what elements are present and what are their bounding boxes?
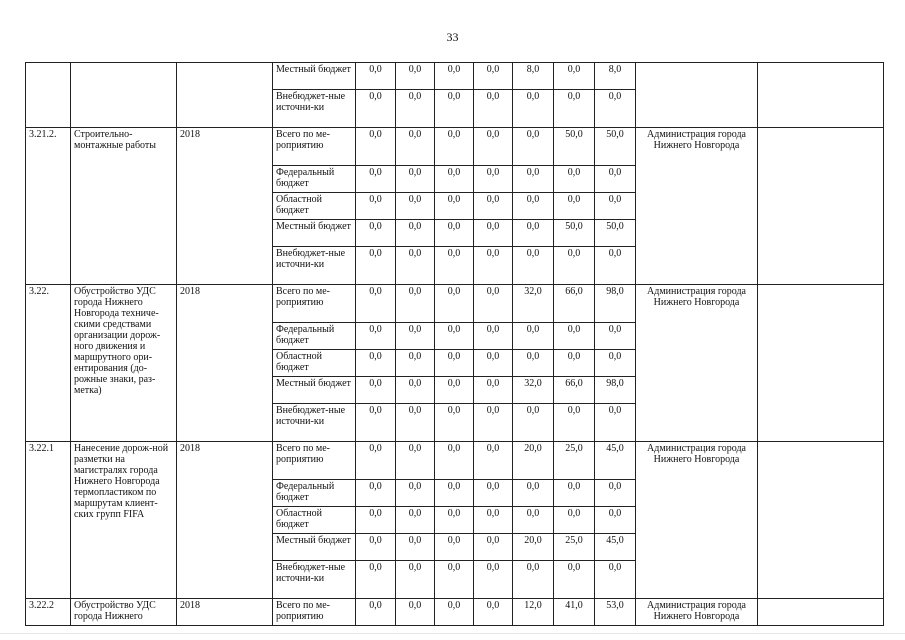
item-year: 2018 (177, 599, 273, 626)
amount-cell: 32,0 (513, 377, 554, 404)
amount-cell: 0,0 (435, 480, 474, 507)
amount-cell: 0,0 (435, 63, 474, 90)
amount-cell: 0,0 (554, 323, 595, 350)
amount-cell: 0,0 (595, 166, 636, 193)
item-name: Обустройство УДС города Нижнего Новгорода техниче-скими средствами организации дорож-ного движения и маршрутного ори-ентирования (до-рожные знаки, раз-метка) (71, 285, 177, 442)
extra-cell (758, 442, 884, 599)
amount-cell: 20,0 (513, 442, 554, 480)
amount-cell: 45,0 (595, 442, 636, 480)
amount-cell: 8,0 (513, 63, 554, 90)
program-financing-table (25, 62, 884, 626)
amount-cell: 0,0 (513, 128, 554, 166)
amount-cell: 0,0 (554, 63, 595, 90)
amount-cell: 0,0 (513, 247, 554, 285)
amount-cell: 20,0 (513, 534, 554, 561)
executor: Администрация города Нижнего Новгорода (636, 128, 758, 285)
funding-source: Внебюджет-ные источни-ки (273, 561, 356, 599)
amount-cell: 0,0 (513, 220, 554, 247)
amount-cell: 12,0 (513, 599, 554, 626)
page-number: 33 (446, 30, 459, 44)
amount-cell: 0,0 (474, 599, 513, 626)
amount-cell: 0,0 (554, 404, 595, 442)
amount-cell: 0,0 (474, 193, 513, 220)
amount-cell: 0,0 (396, 561, 435, 599)
amount-cell: 0,0 (356, 166, 396, 193)
amount-cell: 0,0 (356, 193, 396, 220)
amount-cell: 0,0 (513, 323, 554, 350)
item-name (71, 63, 177, 128)
amount-cell: 0,0 (595, 480, 636, 507)
table-row (26, 128, 884, 166)
amount-cell: 0,0 (435, 442, 474, 480)
amount-cell: 0,0 (554, 247, 595, 285)
amount-cell: 0,0 (595, 507, 636, 534)
item-year: 2018 (177, 128, 273, 285)
amount-cell: 8,0 (595, 63, 636, 90)
amount-cell: 0,0 (474, 404, 513, 442)
amount-cell: 0,0 (396, 507, 435, 534)
amount-cell: 0,0 (396, 404, 435, 442)
amount-cell: 0,0 (474, 350, 513, 377)
amount-cell: 0,0 (435, 323, 474, 350)
item-name: Строительно-монтажные работы (71, 128, 177, 285)
funding-source: Внебюджет-ные источни-ки (273, 247, 356, 285)
amount-cell: 0,0 (396, 63, 435, 90)
amount-cell: 0,0 (474, 220, 513, 247)
item-code: 3.22.2 (26, 599, 71, 626)
table-row (26, 63, 884, 90)
amount-cell: 0,0 (554, 193, 595, 220)
amount-cell: 0,0 (396, 220, 435, 247)
amount-cell: 0,0 (356, 63, 396, 90)
amount-cell: 50,0 (595, 128, 636, 166)
table-row (26, 599, 884, 626)
amount-cell: 0,0 (474, 507, 513, 534)
amount-cell: 0,0 (474, 323, 513, 350)
amount-cell: 0,0 (356, 534, 396, 561)
amount-cell: 66,0 (554, 285, 595, 323)
item-code: 3.22.1 (26, 442, 71, 599)
item-code (26, 63, 71, 128)
amount-cell: 0,0 (513, 90, 554, 128)
amount-cell: 0,0 (356, 599, 396, 626)
funding-source: Федеральный бюджет (273, 480, 356, 507)
amount-cell: 25,0 (554, 442, 595, 480)
item-year: 2018 (177, 285, 273, 442)
scan-artifact-line (0, 633, 905, 634)
executor: Администрация города Нижнего Новгорода (636, 599, 758, 626)
amount-cell: 0,0 (435, 285, 474, 323)
funding-source: Федеральный бюджет (273, 323, 356, 350)
amount-cell: 0,0 (474, 247, 513, 285)
amount-cell: 0,0 (595, 350, 636, 377)
amount-cell: 0,0 (513, 166, 554, 193)
amount-cell: 0,0 (435, 599, 474, 626)
funding-source: Местный бюджет (273, 63, 356, 90)
amount-cell: 0,0 (356, 404, 396, 442)
amount-cell: 0,0 (396, 377, 435, 404)
amount-cell: 50,0 (595, 220, 636, 247)
amount-cell: 0,0 (396, 90, 435, 128)
amount-cell: 0,0 (396, 599, 435, 626)
amount-cell: 0,0 (595, 90, 636, 128)
amount-cell: 0,0 (435, 166, 474, 193)
funding-source: Федеральный бюджет (273, 166, 356, 193)
amount-cell: 0,0 (396, 442, 435, 480)
amount-cell: 0,0 (474, 442, 513, 480)
executor (636, 63, 758, 128)
amount-cell: 45,0 (595, 534, 636, 561)
amount-cell: 0,0 (435, 534, 474, 561)
amount-cell: 0,0 (435, 220, 474, 247)
funding-source: Местный бюджет (273, 220, 356, 247)
amount-cell: 0,0 (474, 561, 513, 599)
item-year (177, 63, 273, 128)
amount-cell: 0,0 (396, 323, 435, 350)
extra-cell (758, 128, 884, 285)
funding-source: Областной бюджет (273, 350, 356, 377)
amount-cell: 0,0 (595, 561, 636, 599)
amount-cell: 0,0 (474, 480, 513, 507)
amount-cell: 0,0 (396, 480, 435, 507)
amount-cell: 0,0 (435, 350, 474, 377)
amount-cell: 0,0 (474, 534, 513, 561)
amount-cell: 0,0 (435, 507, 474, 534)
amount-cell: 0,0 (356, 561, 396, 599)
table-body (26, 63, 884, 626)
amount-cell: 0,0 (554, 350, 595, 377)
amount-cell: 53,0 (595, 599, 636, 626)
amount-cell: 0,0 (435, 193, 474, 220)
amount-cell: 0,0 (474, 285, 513, 323)
amount-cell: 0,0 (474, 166, 513, 193)
amount-cell: 0,0 (396, 534, 435, 561)
amount-cell: 0,0 (554, 507, 595, 534)
executor: Администрация города Нижнего Новгорода (636, 285, 758, 442)
amount-cell: 0,0 (356, 90, 396, 128)
amount-cell: 0,0 (356, 507, 396, 534)
amount-cell: 0,0 (356, 442, 396, 480)
table-row (26, 442, 884, 480)
amount-cell: 0,0 (396, 193, 435, 220)
extra-cell (758, 599, 884, 626)
extra-cell (758, 63, 884, 128)
amount-cell: 0,0 (396, 166, 435, 193)
amount-cell: 0,0 (474, 377, 513, 404)
item-code: 3.22. (26, 285, 71, 442)
amount-cell: 0,0 (513, 561, 554, 599)
funding-source: Всего по ме-роприятию (273, 285, 356, 323)
amount-cell: 50,0 (554, 220, 595, 247)
amount-cell: 0,0 (554, 480, 595, 507)
amount-cell: 0,0 (513, 404, 554, 442)
amount-cell: 0,0 (435, 377, 474, 404)
amount-cell: 0,0 (595, 193, 636, 220)
amount-cell: 0,0 (435, 90, 474, 128)
amount-cell: 0,0 (356, 220, 396, 247)
executor: Администрация города Нижнего Новгорода (636, 442, 758, 599)
amount-cell: 0,0 (474, 63, 513, 90)
amount-cell: 0,0 (396, 350, 435, 377)
amount-cell: 0,0 (435, 404, 474, 442)
amount-cell: 0,0 (474, 128, 513, 166)
funding-source: Местный бюджет (273, 534, 356, 561)
amount-cell: 66,0 (554, 377, 595, 404)
amount-cell: 0,0 (356, 377, 396, 404)
funding-source: Всего по ме-роприятию (273, 442, 356, 480)
funding-source: Внебюджет-ные источни-ки (273, 90, 356, 128)
item-code: 3.21.2. (26, 128, 71, 285)
amount-cell: 0,0 (513, 350, 554, 377)
amount-cell: 98,0 (595, 377, 636, 404)
amount-cell: 0,0 (396, 285, 435, 323)
amount-cell: 25,0 (554, 534, 595, 561)
amount-cell: 0,0 (356, 247, 396, 285)
amount-cell: 41,0 (554, 599, 595, 626)
amount-cell: 0,0 (435, 247, 474, 285)
item-year: 2018 (177, 442, 273, 599)
amount-cell: 0,0 (356, 323, 396, 350)
funding-source: Всего по ме-роприятию (273, 599, 356, 626)
amount-cell: 0,0 (595, 323, 636, 350)
amount-cell: 0,0 (554, 561, 595, 599)
amount-cell: 0,0 (554, 166, 595, 193)
item-name: Нанесение дорож-ной разметки на магистралях города Нижнего Новгорода термопластиком по маршрутам клиент-ских групп FIFA (71, 442, 177, 599)
amount-cell: 0,0 (595, 404, 636, 442)
funding-source: Областной бюджет (273, 507, 356, 534)
amount-cell: 0,0 (513, 507, 554, 534)
amount-cell: 0,0 (474, 90, 513, 128)
funding-source: Внебюджет-ные источни-ки (273, 404, 356, 442)
amount-cell: 0,0 (356, 285, 396, 323)
amount-cell: 50,0 (554, 128, 595, 166)
amount-cell: 0,0 (513, 193, 554, 220)
extra-cell (758, 285, 884, 442)
funding-source: Областной бюджет (273, 193, 356, 220)
amount-cell: 0,0 (554, 90, 595, 128)
amount-cell: 98,0 (595, 285, 636, 323)
amount-cell: 0,0 (595, 247, 636, 285)
table-row (26, 285, 884, 323)
amount-cell: 0,0 (513, 480, 554, 507)
amount-cell: 0,0 (356, 480, 396, 507)
amount-cell: 0,0 (435, 561, 474, 599)
amount-cell: 32,0 (513, 285, 554, 323)
item-name: Обустройство УДС города Нижнего (71, 599, 177, 626)
amount-cell: 0,0 (396, 128, 435, 166)
funding-source: Всего по ме-роприятию (273, 128, 356, 166)
amount-cell: 0,0 (435, 128, 474, 166)
amount-cell: 0,0 (356, 128, 396, 166)
amount-cell: 0,0 (356, 350, 396, 377)
amount-cell: 0,0 (396, 247, 435, 285)
funding-source: Местный бюджет (273, 377, 356, 404)
